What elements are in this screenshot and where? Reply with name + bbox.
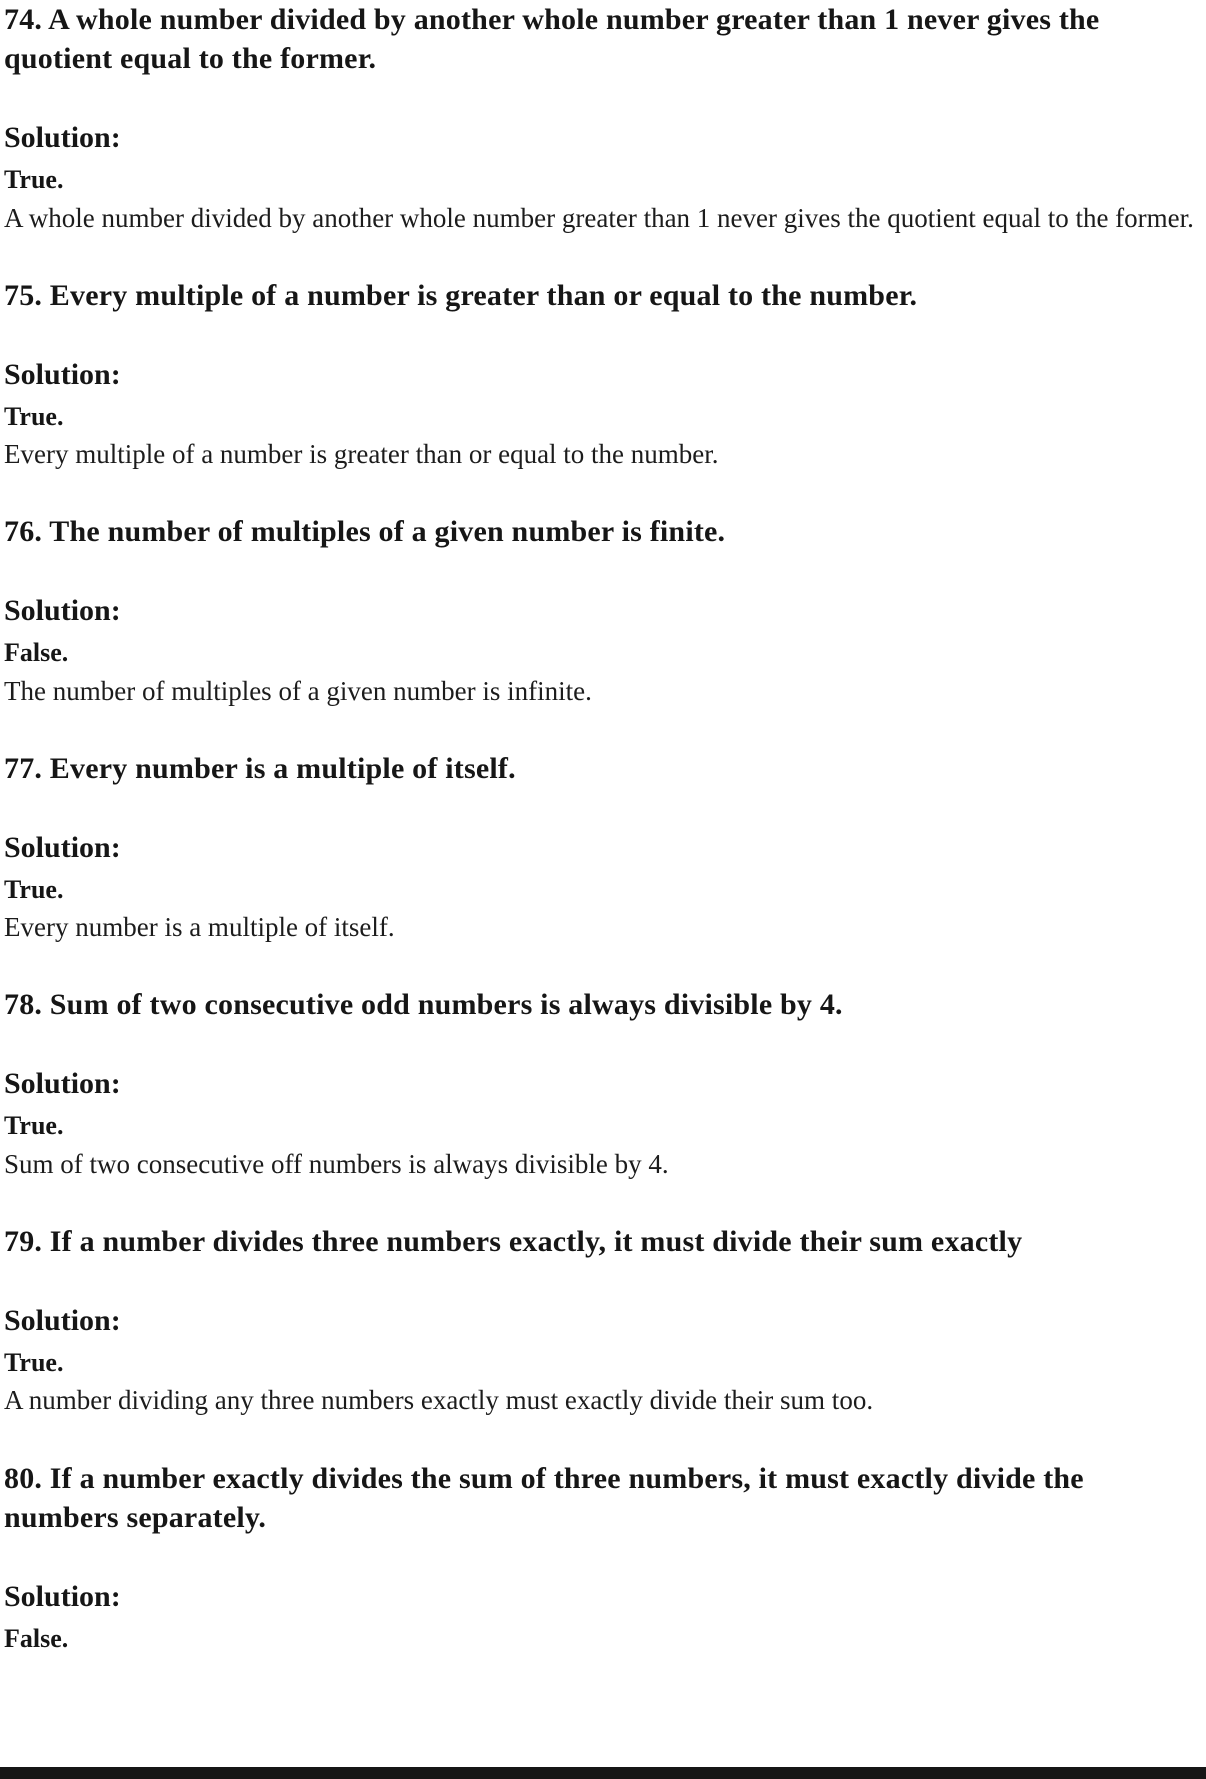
question-heading: 79. If a number divides three numbers exactly, it must divide their sum exactly (4, 1224, 1023, 1258)
qa-item-74 (4, 0, 1200, 236)
question-heading: 77. Every number is a multiple of itself. (4, 751, 516, 785)
question-heading: 76. The number of multiples of a given number is finite. (4, 515, 726, 549)
qa-item-76 (4, 512, 1200, 709)
explanation-text: Every number is a multiple of itself. (4, 912, 395, 943)
solution-label: Solution: (4, 1303, 121, 1337)
answer-text: False. (4, 638, 69, 668)
qa-item-79 (4, 1222, 1200, 1419)
answer-text: True. (4, 401, 64, 431)
question-heading: 80. If a number exactly divides the sum of three numbers, it must exactly divide the numbers separately. (4, 1461, 1084, 1534)
answer-text: True. (4, 1111, 64, 1141)
solution-label: Solution: (4, 121, 121, 154)
solution-label: Solution: (4, 1579, 121, 1613)
explanation-text: The number of multiples of a given number is infinite. (4, 675, 592, 706)
qa-item-77 (4, 749, 1200, 946)
page-edge-bar (0, 1767, 1206, 1779)
explanation-text: A whole number divided by another whole number greater than 1 never gives the quotient equal to the former. (4, 202, 1194, 233)
qa-item-78 (4, 985, 1200, 1182)
qa-item-75 (4, 276, 1200, 473)
solution-label: Solution: (4, 594, 121, 628)
answer-text: True. (4, 874, 64, 904)
question-heading: 75. Every multiple of a number is greater than or equal to the number. (4, 278, 918, 312)
solution-label: Solution: (4, 830, 121, 864)
explanation-text: A number dividing any three numbers exactly must exactly divide their sum too. (4, 1385, 874, 1416)
answer-text: False. (4, 1623, 69, 1653)
qa-item-80 (4, 1459, 1200, 1656)
solution-label: Solution: (4, 1067, 121, 1101)
question-heading: 74. A whole number divided by another whole number greater than 1 never gives the quotient equal to the former. (4, 3, 1100, 75)
solution-label: Solution: (4, 357, 121, 391)
explanation-text: Sum of two consecutive off numbers is always divisible by 4. (4, 1148, 669, 1179)
answer-text: True. (4, 1347, 64, 1377)
question-heading: 78. Sum of two consecutive odd numbers is always divisible by 4. (4, 988, 843, 1022)
answer-text: True. (4, 165, 64, 194)
explanation-text: Every multiple of a number is greater than or equal to the number. (4, 439, 719, 470)
